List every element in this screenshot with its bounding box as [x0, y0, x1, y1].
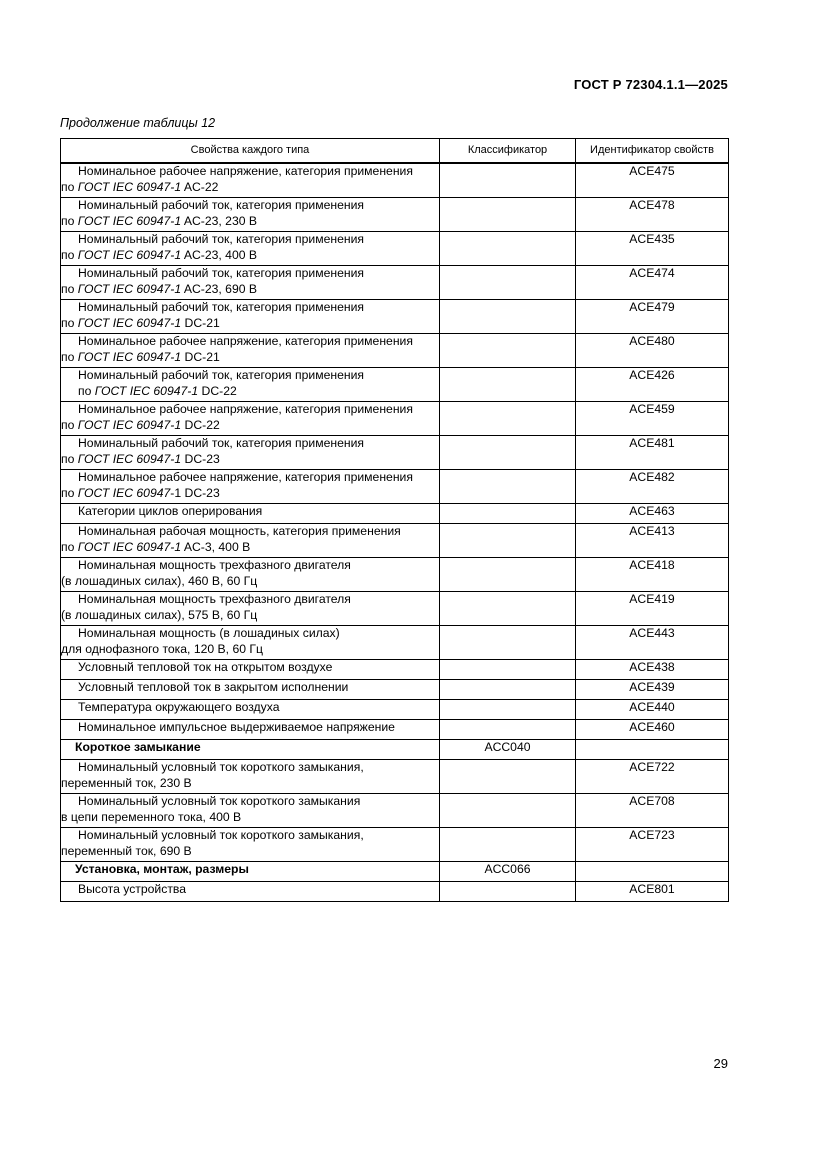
- standard-ref: ГОСТ IEC 60947-1: [77, 451, 182, 466]
- property-cell: [61, 368, 440, 402]
- property-line: [61, 214, 439, 230]
- classifier-cell: [440, 524, 576, 558]
- property-line: Номинальное рабочее напряжение, категория применения: [78, 470, 413, 484]
- section-row: [61, 740, 729, 760]
- identifier-cell: ACE722: [576, 760, 729, 794]
- property-line: Номинальный рабочий ток, категория применения: [78, 436, 364, 450]
- line-prefix: по: [61, 485, 78, 500]
- table-row: [61, 163, 729, 198]
- classifier-cell: [440, 828, 576, 862]
- property-cell: [61, 760, 440, 794]
- property-line: [61, 452, 439, 468]
- classifier-cell: [440, 402, 576, 436]
- table-row: [61, 334, 729, 368]
- table-row: [61, 794, 729, 828]
- standard-ref: ГОСТ IEC 60947-1: [77, 179, 182, 194]
- identifier-cell: ACE475: [576, 163, 729, 198]
- table-caption: Продолжение таблицы 12: [60, 116, 216, 130]
- property-line: для однофазного тока, 120 В, 60 Гц: [61, 641, 263, 656]
- line-suffix: AC-3, 400 В: [181, 539, 251, 554]
- property-line: Высота устройства: [78, 882, 187, 896]
- property-cell: [61, 680, 440, 700]
- identifier-cell: ACE413: [576, 524, 729, 558]
- identifier-cell: ACE439: [576, 680, 729, 700]
- identifier-cell: ACE435: [576, 232, 729, 266]
- table-row: [61, 300, 729, 334]
- classifier-cell: ACC040: [440, 740, 576, 760]
- standard-ref: ГОСТ IEC 60947-1: [77, 417, 182, 432]
- classifier-cell: [440, 266, 576, 300]
- classifier-cell: [440, 680, 576, 700]
- identifier-cell: ACE438: [576, 660, 729, 680]
- table-row: [61, 626, 729, 660]
- property-cell: [61, 504, 440, 524]
- identifier-cell: [576, 740, 729, 760]
- property-line: Номинальный рабочий ток, категория применения: [78, 368, 364, 382]
- property-cell: [61, 266, 440, 300]
- line-prefix: по: [61, 349, 78, 364]
- table-row: [61, 720, 729, 740]
- line-prefix: по: [61, 417, 78, 432]
- standard-ref: ГОСТ IEC 60947: [77, 485, 171, 500]
- property-line: Номинальный условный ток короткого замыкания,: [78, 760, 364, 774]
- section-title: Установка, монтаж, размеры: [61, 862, 440, 882]
- table-row: [61, 436, 729, 470]
- property-line: Номинальная рабочая мощность, категория применения: [78, 524, 401, 538]
- table-row: [61, 760, 729, 794]
- table-row: [61, 592, 729, 626]
- property-cell: [61, 334, 440, 368]
- identifier-cell: ACE419: [576, 592, 729, 626]
- table-row: [61, 828, 729, 862]
- table-row: [61, 368, 729, 402]
- identifier-cell: [576, 862, 729, 882]
- table-row: [61, 558, 729, 592]
- identifier-cell: ACE479: [576, 300, 729, 334]
- table-row: [61, 882, 729, 902]
- standard-ref: ГОСТ IEC 60947-1: [77, 247, 182, 262]
- classifier-cell: [440, 232, 576, 266]
- property-line: Номинальное рабочее напряжение, категория применения: [78, 334, 413, 348]
- property-line: Условный тепловой ток в закрытом исполнении: [78, 680, 349, 694]
- classifier-cell: [440, 334, 576, 368]
- property-line: [61, 180, 439, 196]
- property-line: в цепи переменного тока, 400 В: [61, 809, 242, 824]
- section-title: Короткое замыкание: [61, 740, 440, 760]
- line-prefix: по: [61, 451, 78, 466]
- property-line: [61, 418, 439, 434]
- property-line: [61, 540, 439, 556]
- property-line: [61, 282, 439, 298]
- identifier-cell: ACE801: [576, 882, 729, 902]
- classifier-cell: [440, 368, 576, 402]
- property-line: [61, 486, 439, 502]
- line-prefix: по: [61, 179, 78, 194]
- property-cell: [61, 660, 440, 680]
- property-line: Температура окружающего воздуха: [78, 700, 280, 714]
- line-prefix: по: [61, 281, 78, 296]
- table-header-row: [61, 139, 729, 164]
- property-cell: [61, 558, 440, 592]
- property-cell: [61, 524, 440, 558]
- property-line: Номинальный условный ток короткого замыкания,: [78, 828, 364, 842]
- column-header-identifier: Идентификатор свойств: [576, 139, 729, 164]
- classifier-cell: [440, 660, 576, 680]
- property-line: (в лошадиных силах), 575 В, 60 Гц: [61, 607, 258, 622]
- line-prefix: по: [61, 315, 78, 330]
- classifier-cell: [440, 436, 576, 470]
- page-number: 29: [713, 1056, 728, 1071]
- property-cell: [61, 402, 440, 436]
- table-row: [61, 266, 729, 300]
- standard-ref: ГОСТ IEC 60947-1: [94, 383, 199, 398]
- property-line: Категории циклов оперирования: [78, 504, 263, 518]
- classifier-cell: [440, 794, 576, 828]
- properties-table: [60, 138, 729, 902]
- property-line: Номинальная мощность (в лошадиных силах): [78, 626, 340, 640]
- identifier-cell: ACE459: [576, 402, 729, 436]
- property-cell: [61, 626, 440, 660]
- line-suffix: AC-23, 230 В: [181, 213, 258, 228]
- identifier-cell: ACE426: [576, 368, 729, 402]
- table-row: [61, 700, 729, 720]
- classifier-cell: [440, 626, 576, 660]
- property-line: Условный тепловой ток на открытом воздухе: [78, 660, 333, 674]
- property-line: Номинальный условный ток короткого замыкания: [78, 794, 361, 808]
- standard-ref: ГОСТ IEC 60947-1: [77, 281, 182, 296]
- classifier-cell: [440, 470, 576, 504]
- identifier-cell: ACE708: [576, 794, 729, 828]
- standard-ref: ГОСТ IEC 60947-1: [77, 315, 182, 330]
- line-suffix: DC-22: [198, 383, 237, 398]
- identifier-cell: ACE418: [576, 558, 729, 592]
- property-cell: [61, 436, 440, 470]
- property-cell: [61, 720, 440, 740]
- property-cell: [61, 592, 440, 626]
- section-row: [61, 862, 729, 882]
- table-row: [61, 470, 729, 504]
- property-cell: [61, 828, 440, 862]
- line-suffix: AC-23, 690 В: [181, 281, 258, 296]
- property-cell: [61, 794, 440, 828]
- property-cell: [61, 700, 440, 720]
- table-row: [61, 504, 729, 524]
- property-cell: [61, 198, 440, 232]
- table-row: [61, 660, 729, 680]
- classifier-cell: [440, 700, 576, 720]
- property-line: Номинальный рабочий ток, категория применения: [78, 232, 364, 246]
- document-code: ГОСТ Р 72304.1.1—2025: [573, 77, 728, 92]
- identifier-cell: ACE474: [576, 266, 729, 300]
- column-header-properties: Свойства каждого типа: [61, 139, 440, 164]
- line-prefix: по: [61, 539, 78, 554]
- identifier-cell: ACE463: [576, 504, 729, 524]
- identifier-cell: ACE443: [576, 626, 729, 660]
- identifier-cell: ACE460: [576, 720, 729, 740]
- line-suffix: AC-23, 400 В: [181, 247, 258, 262]
- property-line: [61, 316, 439, 332]
- property-cell: [61, 882, 440, 902]
- identifier-cell: ACE481: [576, 436, 729, 470]
- property-line: [61, 384, 439, 400]
- property-line: Номинальный рабочий ток, категория применения: [78, 266, 364, 280]
- identifier-cell: ACE723: [576, 828, 729, 862]
- property-line: [61, 350, 439, 366]
- standard-ref: ГОСТ IEC 60947-1: [77, 349, 182, 364]
- property-line: Номинальное рабочее напряжение, категория применения: [78, 402, 413, 416]
- classifier-cell: ACC066: [440, 862, 576, 882]
- line-suffix: DC-23: [181, 451, 220, 466]
- classifier-cell: [440, 882, 576, 902]
- table-row: [61, 402, 729, 436]
- identifier-cell: ACE482: [576, 470, 729, 504]
- classifier-cell: [440, 720, 576, 740]
- line-prefix: по: [61, 247, 78, 262]
- classifier-cell: [440, 592, 576, 626]
- identifier-cell: ACE480: [576, 334, 729, 368]
- column-header-classifier: Классификатор: [440, 139, 576, 164]
- property-line: Номинальное рабочее напряжение, категория применения: [78, 164, 413, 178]
- property-line: (в лошадиных силах), 460 В, 60 Гц: [61, 573, 258, 588]
- classifier-cell: [440, 163, 576, 198]
- line-suffix: DC-21: [181, 315, 220, 330]
- line-suffix: DC-21: [181, 349, 220, 364]
- property-cell: [61, 470, 440, 504]
- property-line: Номинальная мощность трехфазного двигателя: [78, 558, 351, 572]
- property-line: переменный ток, 690 В: [61, 843, 192, 858]
- identifier-cell: ACE440: [576, 700, 729, 720]
- property-line: Номинальный рабочий ток, категория применения: [78, 198, 364, 212]
- property-cell: [61, 232, 440, 266]
- table-row: [61, 232, 729, 266]
- line-suffix: -1 DC-23: [170, 485, 220, 500]
- classifier-cell: [440, 300, 576, 334]
- classifier-cell: [440, 558, 576, 592]
- classifier-cell: [440, 504, 576, 524]
- table-row: [61, 524, 729, 558]
- line-prefix: по: [61, 213, 78, 228]
- identifier-cell: ACE478: [576, 198, 729, 232]
- standard-ref: ГОСТ IEC 60947-1: [77, 213, 182, 228]
- standard-ref: ГОСТ IEC 60947-1: [77, 539, 182, 554]
- property-line: Номинальное импульсное выдерживаемое напряжение: [78, 720, 395, 734]
- property-line: [61, 248, 439, 264]
- property-line: Номинальная мощность трехфазного двигателя: [78, 592, 351, 606]
- table-row: [61, 198, 729, 232]
- property-cell: [61, 300, 440, 334]
- line-suffix: AC-22: [181, 179, 219, 194]
- line-suffix: DC-22: [181, 417, 220, 432]
- property-line: Номинальный рабочий ток, категория применения: [78, 300, 364, 314]
- classifier-cell: [440, 760, 576, 794]
- line-prefix: по: [78, 383, 95, 398]
- property-line: переменный ток, 230 В: [61, 775, 192, 790]
- classifier-cell: [440, 198, 576, 232]
- property-cell: [61, 163, 440, 198]
- table-row: [61, 680, 729, 700]
